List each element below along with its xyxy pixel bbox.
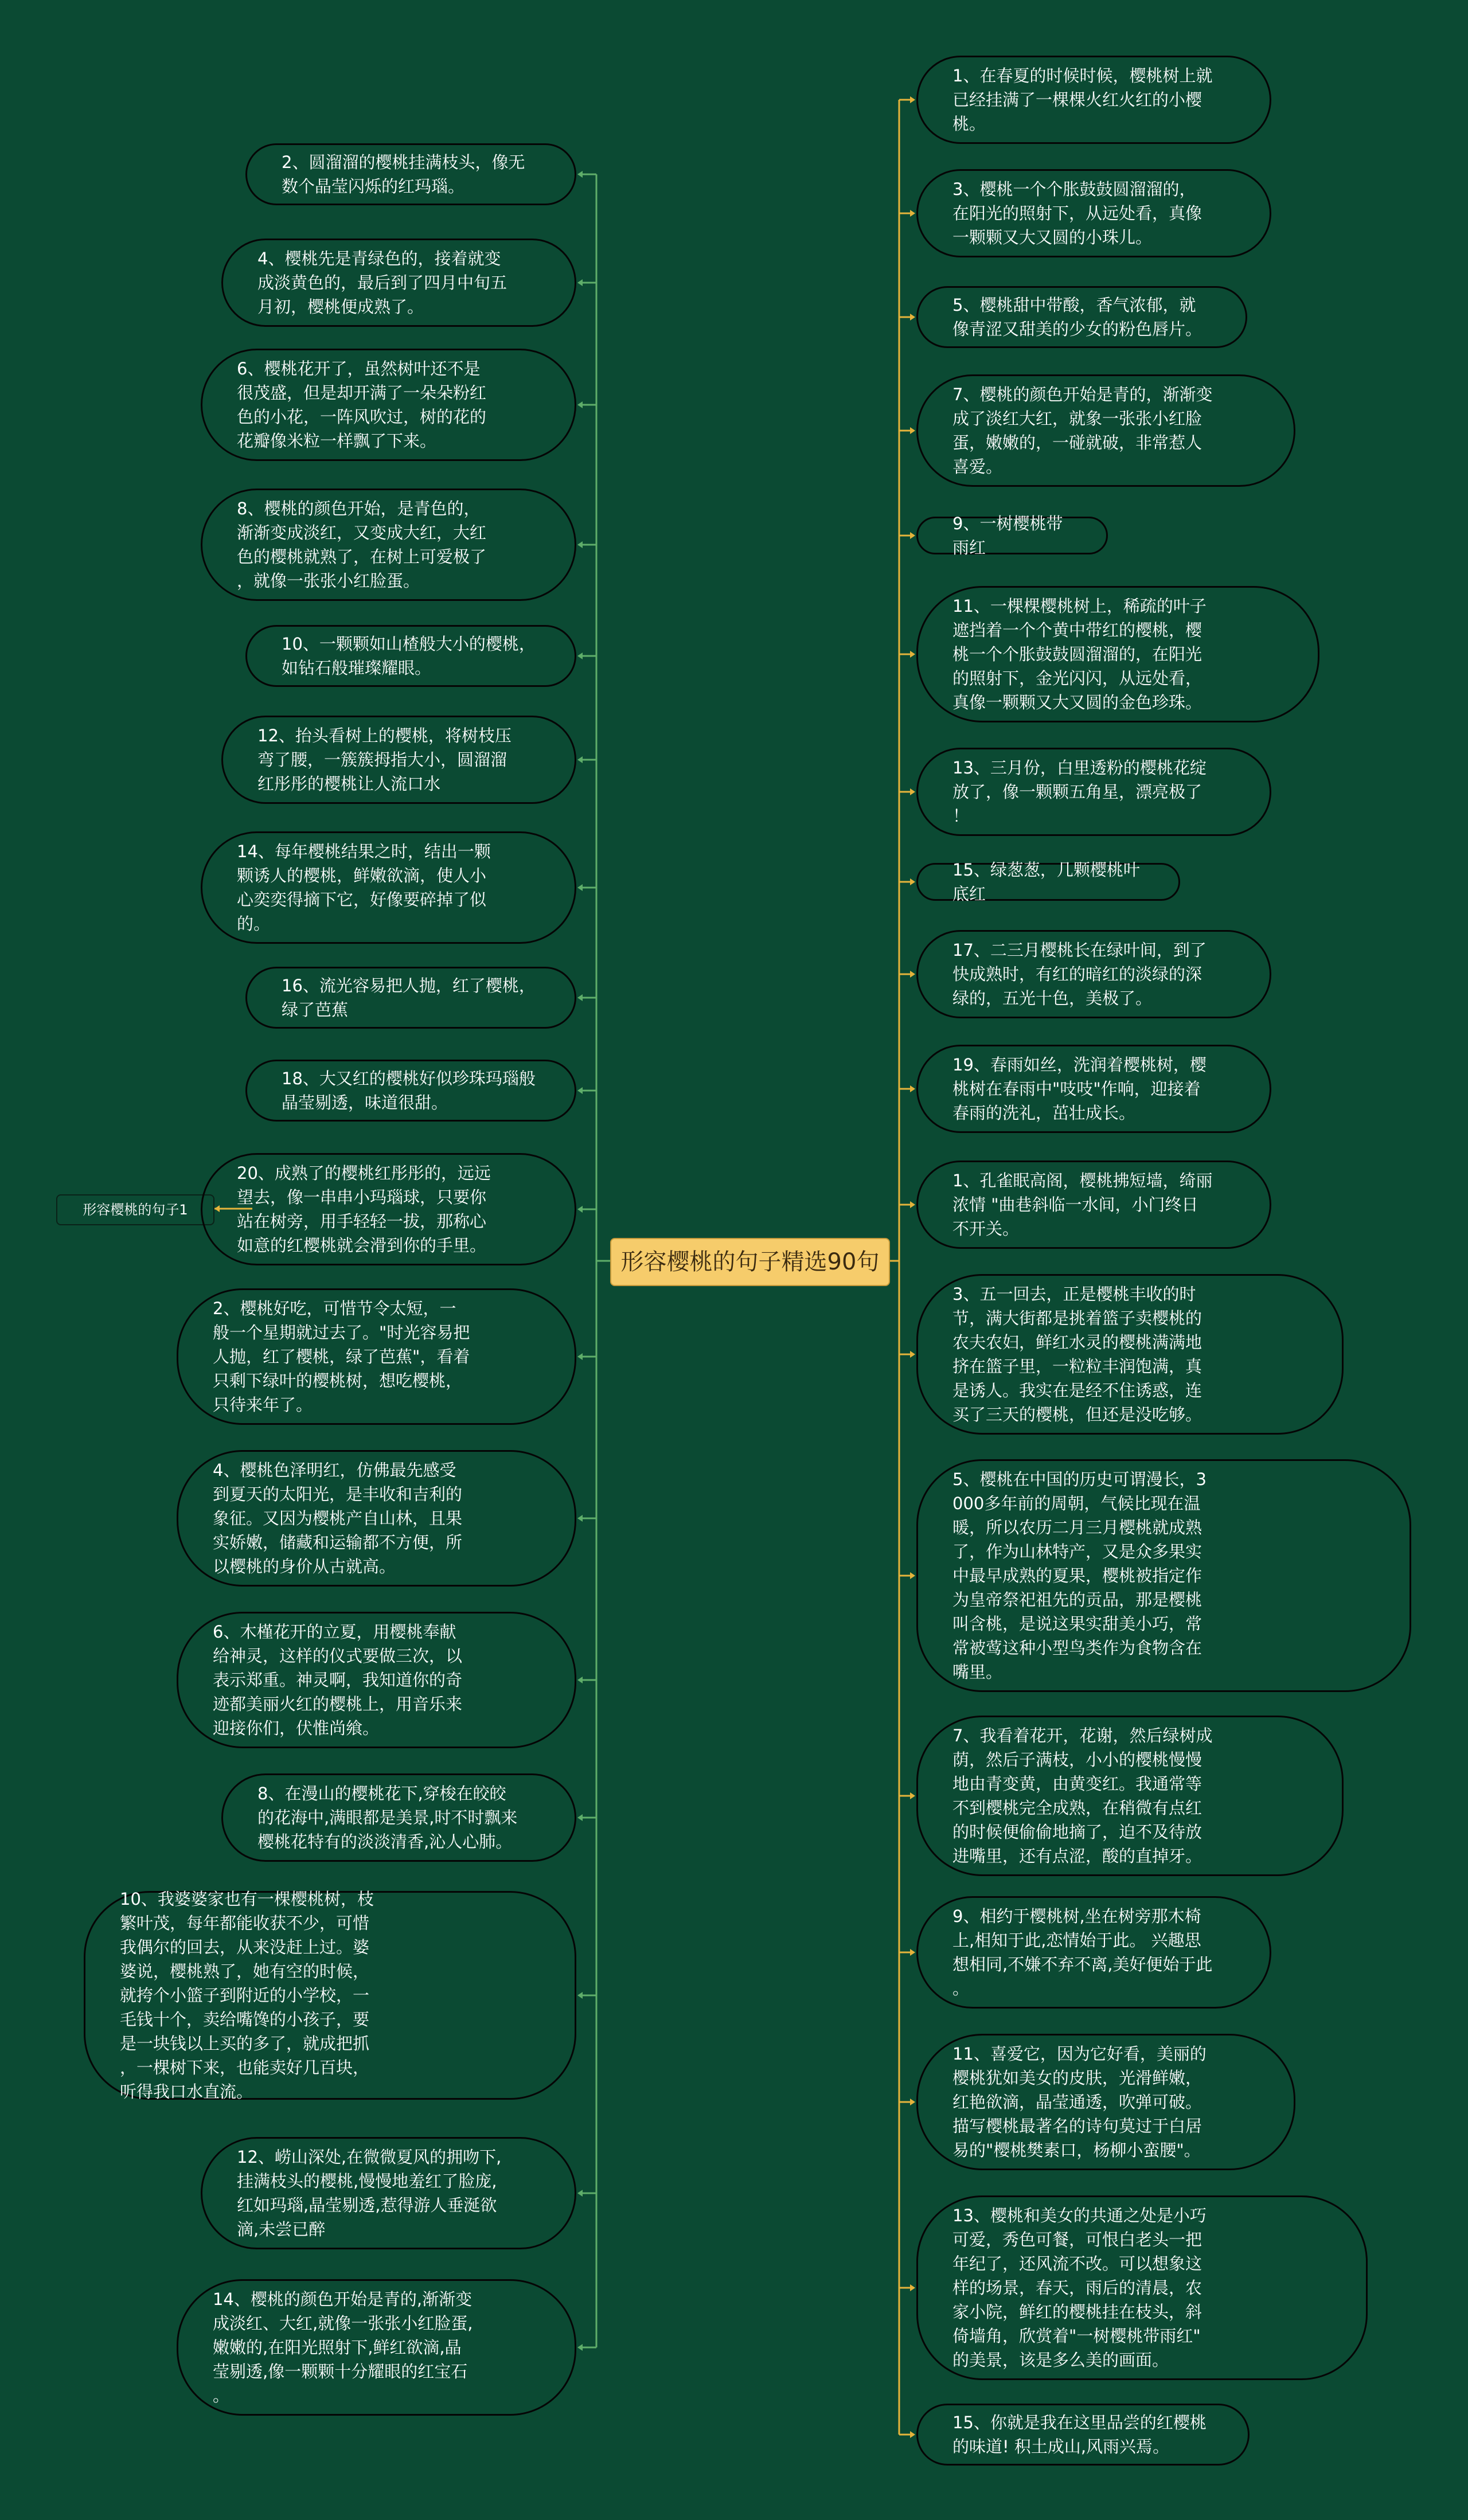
right-branch-node[interactable]: [916, 748, 1271, 836]
left-branch-text: 10、一颗颗如山楂般大小的樱桃， 如钻石般璀璨耀眼。: [282, 634, 536, 678]
left-branch-node[interactable]: [245, 1060, 576, 1122]
right-branch-node[interactable]: [916, 286, 1247, 348]
right-branch-node[interactable]: [916, 1045, 1271, 1133]
left-branch-node[interactable]: [245, 967, 576, 1029]
right-branch-text: 15、你就是我在这里品尝的红樱桃 的味道! 积土成山,风雨兴焉。: [952, 2413, 1207, 2456]
right-branch-text: 7、樱桃的颜色开始是青的，渐渐变 成了淡红大红，就象一张张小红脸 蛋，嫩嫩的，一碰就破，非常惹人 喜爱。: [952, 385, 1213, 476]
left-branch-node[interactable]: [201, 1153, 576, 1265]
left-branch-arrow: [577, 1515, 583, 1522]
center-topic[interactable]: 形容樱桃的句子精选90句: [610, 1238, 890, 1286]
left-branch-arrow: [577, 1814, 583, 1821]
right-branch-arrow: [910, 1792, 915, 1799]
left-branch-arrow: [577, 1677, 583, 1683]
right-branch-text: 3、樱桃一个个胀鼓鼓圆溜溜的， 在阳光的照射下，从远处看，真像 一颗颗又大又圆的小珠儿。: [952, 179, 1202, 247]
right-branch-text: 1、孔雀眠高阁，樱桃拂短墙，绮丽 浓情 "曲巷斜临一水间，小门终日 不开关。: [952, 1171, 1213, 1238]
right-branch-node[interactable]: [916, 374, 1295, 487]
right-branch-arrow: [910, 651, 915, 658]
right-branch-arrow: [910, 210, 915, 217]
right-branch-node[interactable]: [916, 1716, 1344, 1876]
left-branch-node[interactable]: [221, 1773, 576, 1862]
left-branch-node[interactable]: [84, 1891, 576, 2100]
right-branch-text: 13、三月份，白里透粉的樱桃花绽 放了，像一颗颗五角星，漂亮极了 ！: [952, 758, 1207, 826]
right-branch-arrow: [910, 314, 915, 321]
left-branch-node[interactable]: [177, 1612, 576, 1748]
left-branch-text: 12、崂山深处,在微微夏风的拥吻下, 挂满枝头的樱桃,慢慢地羞红了脸庞, 红如玛瑙,晶莹剔透,惹得游人垂涎欲 滴,未尝已醉: [237, 2147, 502, 2239]
right-branch-node[interactable]: [916, 1274, 1344, 1435]
left-branch-node[interactable]: [177, 1450, 576, 1587]
right-branch-node[interactable]: [916, 2404, 1250, 2466]
right-branch-node[interactable]: [916, 1459, 1411, 1692]
left-branch-text: 12、抬头看树上的樱桃，将树枝压 弯了腰，一簇簇拇指大小，圆溜溜 红彤彤的樱桃让人流口水: [257, 726, 512, 794]
right-branch-arrow: [910, 96, 915, 103]
left-branch-arrow: [577, 1353, 583, 1360]
right-branch-arrow: [910, 1949, 915, 1956]
left-branch-text: 18、大又红的樱桃好似珍珠玛瑙般 晶莹剔透，味道很甜。: [282, 1069, 536, 1112]
right-branch-arrow: [910, 2431, 915, 2438]
left-branch-node[interactable]: [201, 489, 576, 601]
right-branch-arrow: [910, 427, 915, 434]
right-branch-text: 1、在春夏的时候时候，樱桃树上就 已经挂满了一棵棵火红火红的小樱 桃。: [952, 66, 1213, 134]
right-branch-text: 5、樱桃甜中带酸，香气浓郁，就 像青涩又甜美的少女的粉色唇片。: [952, 295, 1202, 339]
left-branch-node[interactable]: [201, 349, 576, 461]
left-branch-arrow: [577, 1087, 583, 1094]
left-branch-arrow: [577, 1992, 583, 1999]
right-branch-text: 15、绿葱葱，几颗樱桃叶底红: [952, 860, 1140, 904]
right-branch-arrow: [910, 1201, 915, 1208]
left-branch-text: 2、樱桃好吃，可惜节令太短，一 般一个星期就过去了。"时光容易把 人抛，红了樱桃，绿了芭蕉"，看着 只剩下绿叶的樱桃树，想吃樱桃， 只待来年了。: [213, 1299, 470, 1415]
right-branch-node[interactable]: [916, 1161, 1271, 1249]
left-branch-text: 8、樱桃的颜色开始，是青色的， 渐渐变成淡红，又变成大红，大红 色的樱桃就熟了，在树上可爱极了 ，就像一张张小红脸蛋。: [237, 499, 487, 591]
right-branch-text: 7、我看着花开，花谢，然后绿树成 荫，然后子满枝，小小的樱桃慢慢 地由青变黄，由黄变红。我通常等 不到樱桃完全成熟，在稍微有点红 的时候便偷偷地摘了，迫不及待放 进嘴里，还有点涩，酸的直掉牙。: [952, 1726, 1213, 1866]
right-branch-arrow: [910, 1572, 915, 1579]
left-branch-text: 6、樱桃花开了，虽然树叶还不是 很茂盛，但是却开满了一朵朵粉红 色的小花，一阵风吹过，树的花的 花瓣像米粒一样飘了下来。: [237, 359, 487, 451]
left-branch-arrow: [577, 401, 583, 408]
left-branch-node[interactable]: [221, 239, 576, 327]
right-branch-node[interactable]: [916, 860, 1180, 904]
left-branch-arrow: [577, 541, 583, 548]
right-branch-node[interactable]: [916, 930, 1271, 1018]
right-branch-node[interactable]: [916, 514, 1108, 557]
left-branch-text: 20、成熟了的樱桃红彤彤的，远远 望去，像一串串小玛瑙球，只要你 站在树旁，用手轻轻一拔，那称心 如意的红樱桃就会滑到你的手里。: [237, 1163, 491, 1255]
left-branch-text: 2、圆溜溜的樱桃挂满枝头，像无 数个晶莹闪烁的红玛瑙。: [282, 153, 525, 196]
left-branch-arrow: [577, 2190, 583, 2197]
left-branch-text: 14、每年樱桃结果之时，结出一颗 颗诱人的樱桃，鲜嫩欲滴，使人小 心奕奕得摘下它，好像要碎掉了似 的。: [237, 842, 491, 933]
left-branch-node[interactable]: [245, 143, 576, 205]
left-branch-node[interactable]: [221, 716, 576, 804]
left-branch-node[interactable]: [245, 625, 576, 687]
right-branch-node[interactable]: [916, 586, 1319, 722]
right-branch-text: 13、樱桃和美女的共通之处是小巧 可爱，秀色可餐，可恨白老头一把 年纪了，还风流不改。可以想象这 样的场景，春天，雨后的清晨，农 家小院，鲜红的樱桃挂在枝头，斜 倚墙角，欣赏着"一树樱桃带雨红" 的美景，该是多么美的画面。: [952, 2206, 1207, 2370]
right-branch-text: 3、五一回去，正是樱桃丰收的时 节，满大街都是挑着篮子卖樱桃的 农夫农妇，鲜红水灵的樱桃满满地 挤在篮子里，一粒粒丰润饱满，真 是诱人。我实在是经不住诱惑，连 买了三天的樱桃，但还是没吃够。: [952, 1284, 1202, 1424]
right-branch-text: 5、樱桃在中国的历史可谓漫长，3 000多年前的周朝，气候比现在温 暖，所以农历二月三月樱桃就成熟 了，作为山林特产，又是众多果实 中最早成熟的夏果，樱桃被指定作 为皇帝祭祀祖先的贡品，那是樱桃 叫含桃，是说这果实甜美小巧，常 常被莺这种小型鸟类作为食物含在 嘴里。: [952, 1470, 1207, 1682]
left-branch-arrow: [577, 756, 583, 763]
right-branch-text: 9、一树樱桃带雨红: [952, 514, 1063, 557]
right-branch-arrow: [910, 532, 915, 539]
right-branch-node[interactable]: [916, 2195, 1368, 2380]
right-branch-text: 9、相约于樱桃树,坐在树旁那木椅 上,相知于此,恋情始于此。 兴趣思 想相同,不嫌不弃不离,美好便始于此 。: [952, 1906, 1213, 1998]
left-branch-text: 4、樱桃色泽明红，仿佛最先感受 到夏天的太阳光，是丰收和吉利的 象征。又因为樱桃产自山林，且果 实娇嫩，储藏和运输都不方便，所 以樱桃的身价从古就高。: [213, 1460, 463, 1576]
left-branch-text: 14、樱桃的颜色开始是青的,渐渐变 成淡红、大红,就像一张张小红脸蛋, 嫩嫩的,在阳光照射下,鲜红欲滴,晶 莹剔透,像一颗颗十分耀眼的红宝石 。: [213, 2290, 473, 2405]
left-branch-text: 6、木槿花开的立夏，用樱桃奉献 给神灵，这样的仪式要做三次，以 表示郑重。神灵啊，我知道你的奇 迹都美丽火红的樱桃上，用音乐来 迎接你们，伏惟尚飨。: [213, 1622, 463, 1738]
left-branch-arrow: [577, 2344, 583, 2351]
right-branch-node[interactable]: [916, 2034, 1295, 2170]
left-branch-arrow: [577, 1206, 583, 1213]
left-branch-node[interactable]: [177, 1288, 576, 1425]
left-branch-node[interactable]: [201, 831, 576, 944]
right-branch-arrow: [910, 788, 915, 795]
left-branch-text: 8、在漫山的樱桃花下,穿梭在皎皎 的花海中,满眼都是美景,时不时飘来 樱桃花特有的淡淡清香,沁人心肺。: [257, 1784, 518, 1851]
right-branch-node[interactable]: [916, 169, 1271, 257]
right-branch-arrow: [910, 971, 915, 978]
right-branch-node[interactable]: [916, 56, 1271, 144]
left-branch-arrow: [577, 653, 583, 659]
left-branch-arrow: [577, 994, 583, 1001]
right-branch-arrow: [910, 1351, 915, 1358]
right-branch-arrow: [910, 1085, 915, 1092]
left-branch-node[interactable]: [201, 2137, 576, 2249]
right-branch-text: 11、一棵棵樱桃树上，稀疏的叶子 遮挡着一个个黄中带红的樱桃，樱 桃一个个胀鼓鼓圆溜溜的，在阳光 的照射下，金光闪闪，从远处看， 真像一颗颗又大又圆的金色珍珠。: [952, 596, 1207, 712]
left-branch-text: 10、我婆婆家也有一棵樱桃树，枝 繁叶茂，每年都能收获不少，可惜 我偶尔的回去，从来没赶上过。婆 婆说，樱桃熟了，她有空的时候， 就挎个小篮子到附近的小学校，一 毛钱十个，卖给嘴馋的小孩子，要 是一块钱以上买的多了，就成把抓 ，一棵树下来，也能卖好几百块， 听得我口水直流。: [120, 1889, 374, 2101]
right-branch-text: 11、喜爱它，因为它好看，美丽的 樱桃犹如美女的皮肤，光滑鲜嫩， 红艳欲滴，晶莹通透，吹弹可破。 描写樱桃最著名的诗句莫过于白居 易的"樱桃樊素口，杨柳小蛮腰"。: [952, 2044, 1207, 2160]
right-branch-arrow: [910, 2099, 915, 2105]
left-branch-text: 16、流光容易把人抛，红了樱桃， 绿了芭蕉: [282, 976, 536, 1019]
right-branch-text: 19、春雨如丝，洗润着樱桃树，樱 桃树在春雨中"吱吱"作响，迎接着 春雨的洗礼，茁壮成长。: [952, 1055, 1207, 1123]
right-branch-arrow: [910, 878, 915, 885]
left-branch-node[interactable]: [177, 2279, 576, 2416]
right-branch-text: 17、二三月樱桃长在绿叶间，到了 快成熟时，有红的暗红的淡绿的深 绿的，五光十色，美极了。: [952, 940, 1207, 1008]
left-branch-arrow: [577, 884, 583, 891]
left-branch-arrow: [577, 279, 583, 286]
right-branch-arrow: [910, 2284, 915, 2291]
side-node[interactable]: 形容樱桃的句子1: [56, 1194, 214, 1225]
left-branch-text: 4、樱桃先是青绿色的，接着就变 成淡黄色的，最后到了四月中旬五 月初，樱桃便成熟了。: [257, 249, 507, 317]
right-branch-node[interactable]: [916, 1896, 1271, 2009]
left-branch-arrow: [577, 171, 583, 178]
